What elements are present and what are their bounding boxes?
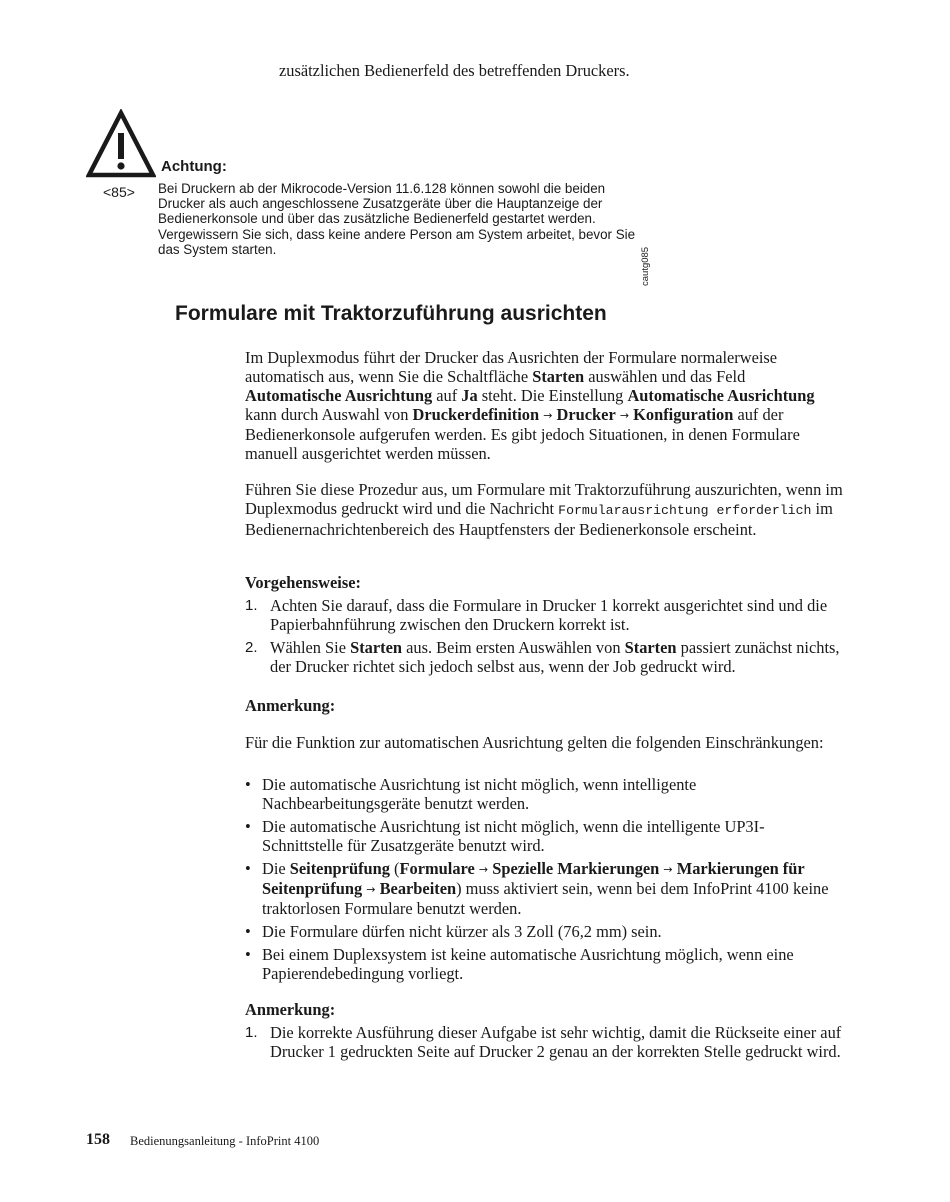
list-item: • Bei einem Duplexsystem ist keine automatische Ausrichtung möglich, wenn eine Papierendebedingung vorliegt.: [245, 945, 794, 983]
intro-paragraph: Im Duplexmodus führt der Drucker das Ausrichten der Formulare normalerweise automatisch aus, wenn Sie die Schaltfläche Starten auswählen und das Feld Automatische Ausrichtung auf Ja steht. Die Einstellung Automatische Ausrichtung kann durch Auswahl von Druckerdefinition → Drucker → Konfiguration auf der Bedienerkonsole aufgerufen werden. Es gibt jedoch Situationen, in denen Formulare manuell ausgerichtet werden müssen.: [245, 348, 815, 463]
list-item: • Die Formulare dürfen nicht kürzer als 3 Zoll (76,2 mm) sein.: [245, 922, 662, 941]
menu-path-arrow-icon: →: [366, 883, 376, 896]
footer-title: Bedienungsanleitung - InfoPrint 4100: [130, 1134, 320, 1148]
procedure-label: Vorgehensweise:: [245, 573, 361, 592]
note-label: Anmerkung:: [245, 696, 336, 715]
caution-text: Bei Druckern ab der Mikrocode-Version 11.6.128 können sowohl die beiden Drucker als auch angeschlossene Zusatzgeräte über die Hauptanzeige der Bedienerkonsole und über das zusätzliche Bedienerfeld gestartet werden. Vergewissern Sie sich, dass keine andere Person am System arbeitet, bevor Sie das System starten.: [158, 181, 636, 257]
note-label: Anmerkung:: [245, 1000, 336, 1019]
note-steps: [245, 1023, 845, 1061]
list-item: • Die automatische Ausrichtung ist nicht möglich, wenn die intelligente UP3I-Schnittstelle für Zusatzgeräte benutzt wird.: [245, 817, 765, 855]
caution-title: Achtung:: [161, 158, 227, 175]
menu-path-arrow-icon: →: [663, 863, 673, 876]
warning-triangle-icon: [86, 109, 156, 179]
restrictions-list: [245, 775, 845, 987]
procedure-steps: [245, 596, 845, 676]
menu-path-arrow-icon: →: [543, 409, 553, 422]
page-number: 158: [86, 1131, 110, 1148]
continued-text-line: zusätzlichen Bedienerfeld des betreffenden Druckers.: [279, 61, 630, 80]
menu-path-arrow-icon: →: [619, 409, 630, 422]
message-code: Formularausrichtung erforderlich: [558, 503, 812, 518]
figure-id-label: cautg085: [640, 246, 651, 286]
caution-code: <85>: [103, 184, 135, 200]
list-item: 1. Achten Sie darauf, dass die Formulare in Drucker 1 korrekt ausgerichtet sind und die Papierbahnführung zwischen den Druckern korrekt ist.: [245, 596, 828, 634]
restrictions-intro: Für die Funktion zur automatischen Ausrichtung gelten die folgenden Einschränkungen:: [245, 733, 824, 752]
figure-id: [640, 246, 656, 286]
menu-path-arrow-icon: →: [478, 863, 489, 876]
section-title: Formulare mit Traktorzuführung ausrichten: [175, 302, 607, 325]
list-item: 1. Die korrekte Ausführung dieser Aufgabe ist sehr wichtig, damit die Rückseite einer auf Drucker 1 gedruckten Seite auf Drucker 2 genau an der korrekten Stelle gedruckt wird.: [245, 1023, 842, 1061]
list-item: • Die automatische Ausrichtung ist nicht möglich, wenn intelligente Nachbearbeitungsgeräte benutzt werden.: [245, 775, 697, 813]
procedure-paragraph: Führen Sie diese Prozedur aus, um Formulare mit Traktorzuführung auszurichten, wenn im Duplexmodus gedruckt wird und die Nachricht Formularausrichtung erforderlich im Bedienernachrichtenbereich des Hauptfensters der Bedienerkonsole erscheint.: [245, 480, 843, 539]
list-item: • Die Seitenprüfung (Formulare → Spezielle Markierungen → Markierungen für Seitenprüfung → Bearbeiten) muss aktiviert sein, wenn bei dem InfoPrint 4100 keine traktorlosen Formulare benutzt werden.: [245, 859, 829, 918]
list-item: 2. Wählen Sie Starten aus. Beim ersten Auswählen von Starten passiert zunächst nichts, der Drucker richtet sich jedoch selbst aus, wenn der Job gedruckt wird.: [245, 638, 840, 676]
